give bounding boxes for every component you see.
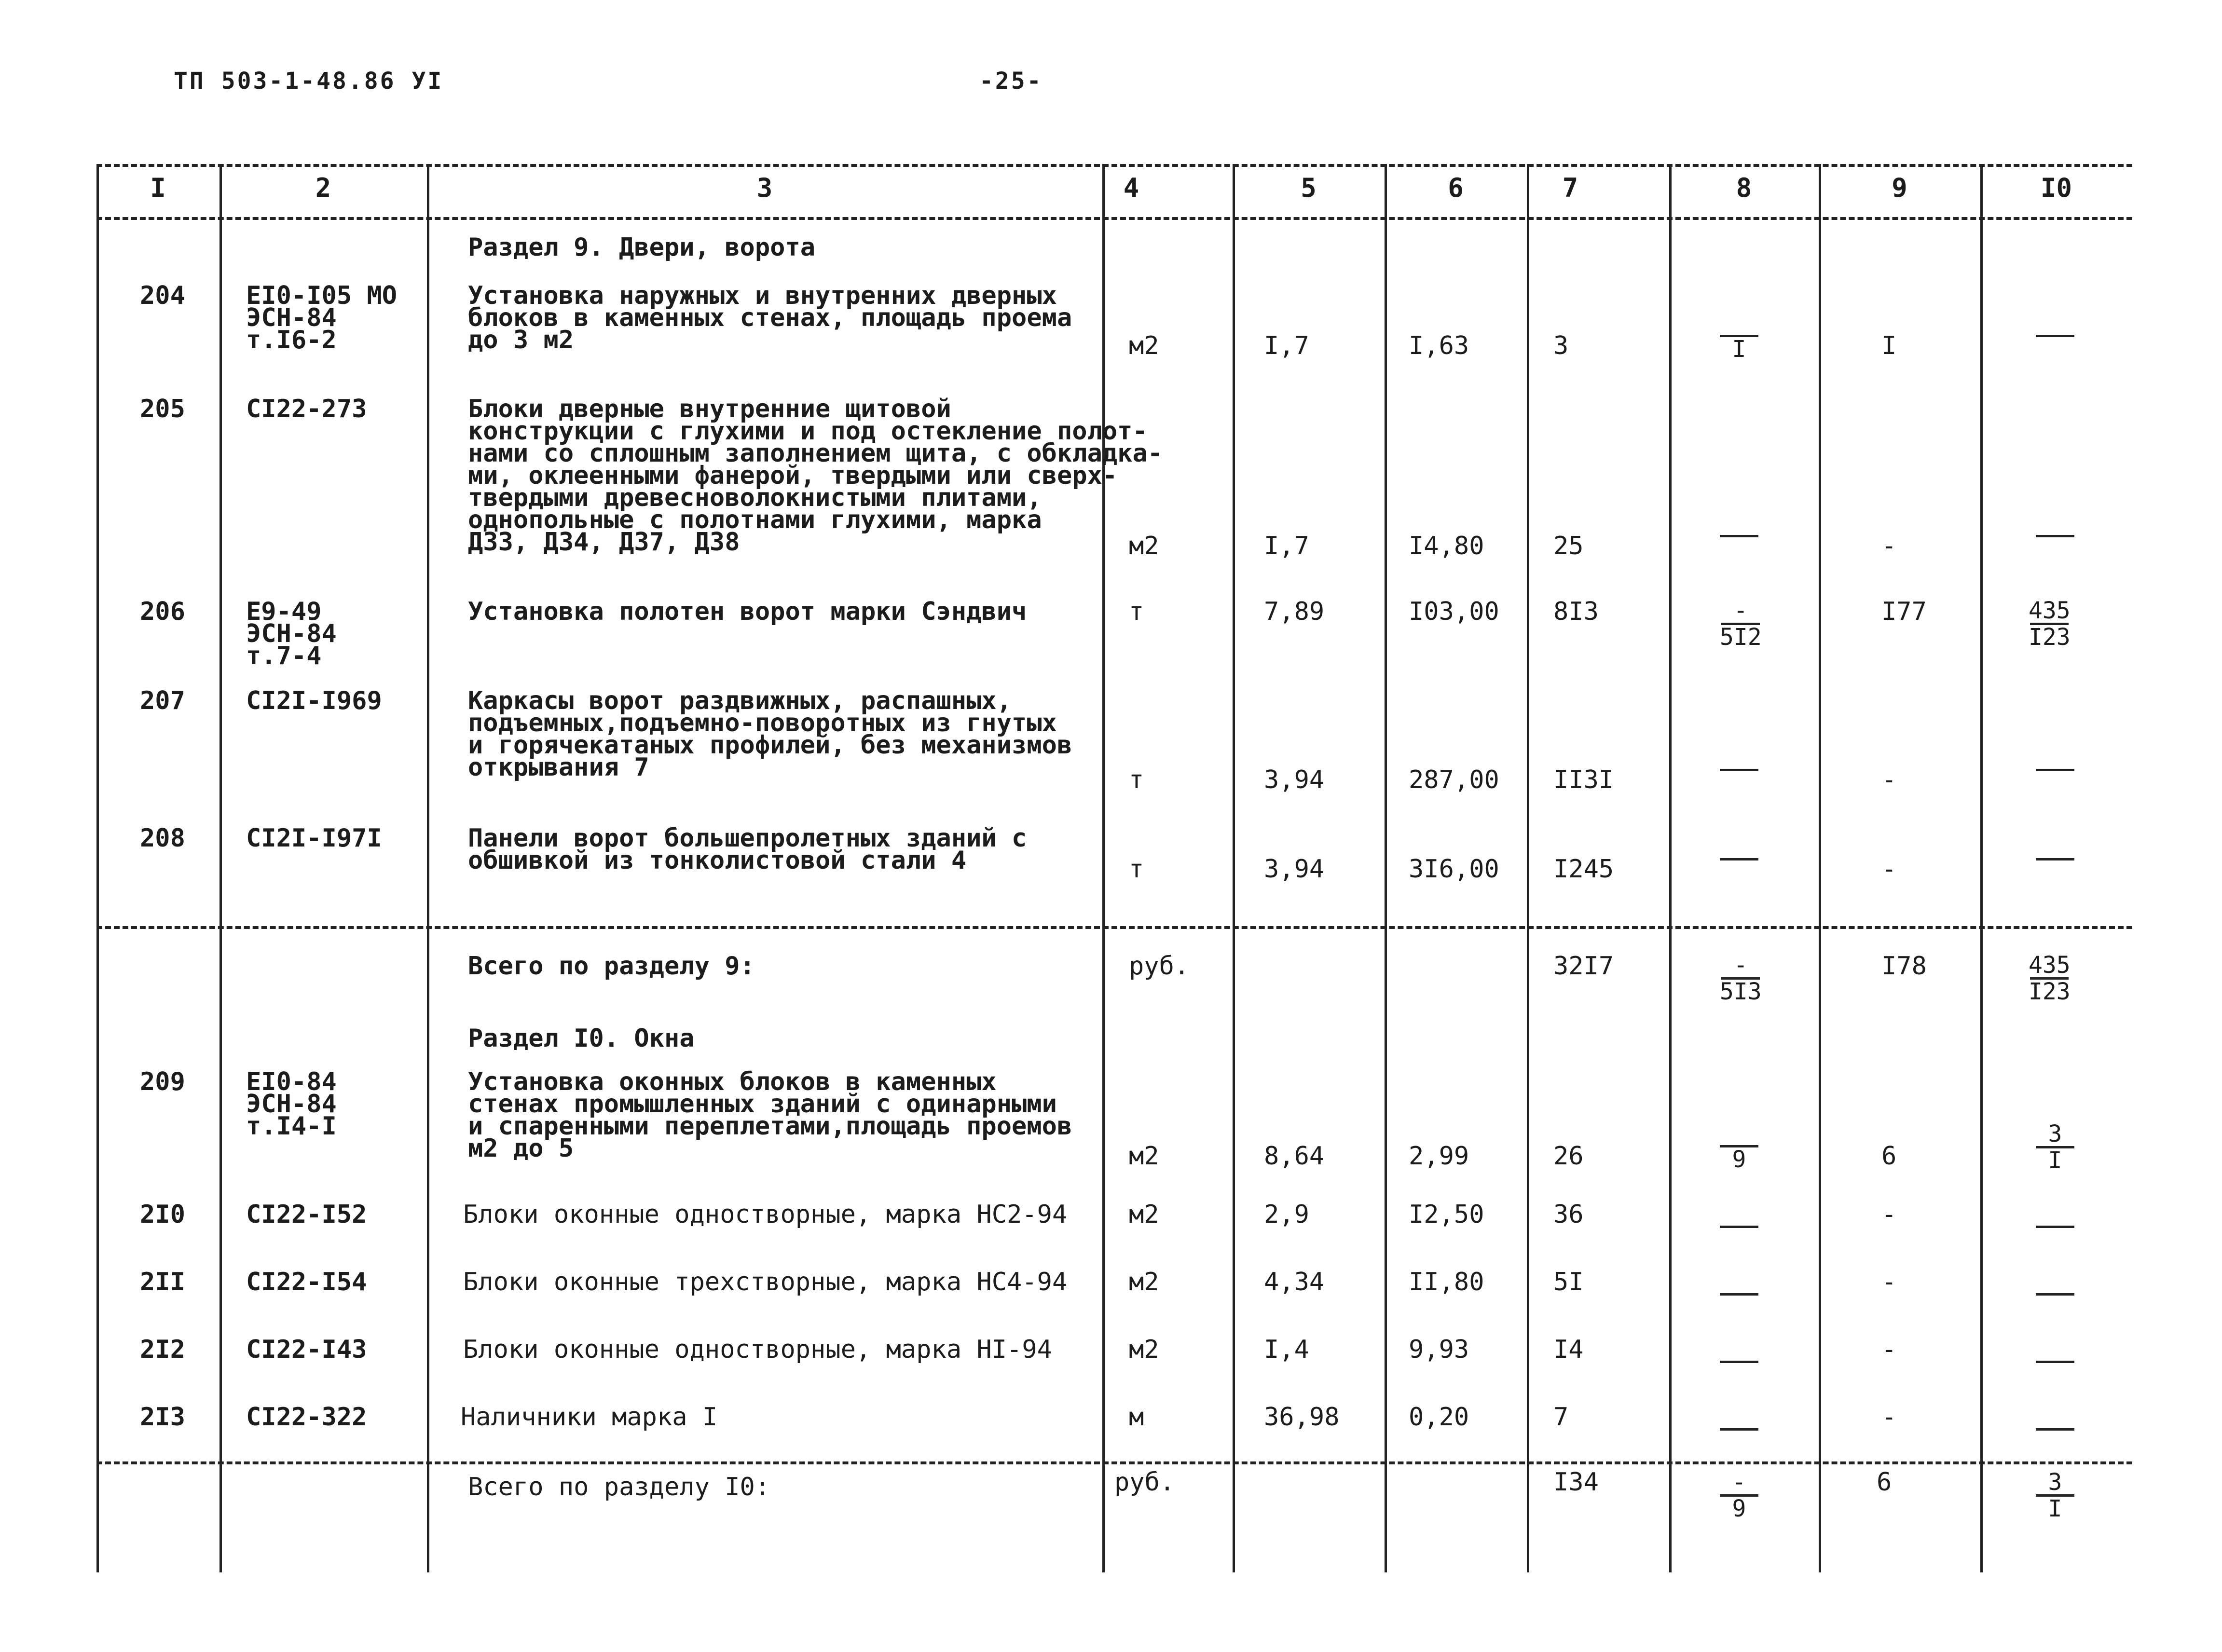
row-number: 2I0 xyxy=(140,1200,185,1229)
wages-fraction xyxy=(1720,747,1758,793)
row-number: 2II xyxy=(140,1268,185,1297)
section-total-row xyxy=(96,952,2132,1013)
wages-fraction: - 5I2 xyxy=(1720,597,1762,651)
row-number: 2I3 xyxy=(140,1403,185,1432)
column-header-3: 3 xyxy=(756,173,773,203)
page-number: -25- xyxy=(979,68,1043,95)
wages-fraction xyxy=(1720,513,1758,560)
section10-total-separator xyxy=(96,1461,2132,1464)
unit: т xyxy=(1129,855,1144,884)
work-description: Установка наружных и внутренних дверных блоков в каменных стенах, площадь проема до 3 м2 xyxy=(468,281,1072,355)
table-row xyxy=(96,281,2132,363)
unit: м2 xyxy=(1129,532,1159,560)
work-description: Каркасы ворот раздвижных, распашных, подъемных,подъемно-поворотных из гнутых и горячекатаных профилей, без механизмов открывания 7 xyxy=(468,686,1072,782)
total-cost: I245 xyxy=(1553,855,1614,884)
row-number: 207 xyxy=(140,686,185,715)
overhead-fraction: 435 I23 xyxy=(2029,597,2071,651)
overhead-fraction xyxy=(2036,836,2074,883)
work-description: Блоки дверные внутренние щитовой конструкции с глухими и под остекление полот- нами со сплошным заполнением щита, с обкладка- ми, оклеенными фанерой, твердыми или сверх- твердыми древесноволокнистыми плитами, однопольные с полотнами глухими, марка ДЗЗ, ДЗ4, ДЗ7, ДЗ8 xyxy=(468,395,1163,557)
table-row xyxy=(96,824,2132,884)
total-cost: 5I xyxy=(1553,1268,1584,1297)
machine-cost: I xyxy=(1881,331,1897,360)
unit-price: 287,00 xyxy=(1409,765,1499,794)
overhead-fraction xyxy=(2036,1271,2074,1318)
price-code: CI2I-I97I xyxy=(246,824,382,853)
work-description: Блоки оконные трехстворные, марка НС4-94 xyxy=(463,1268,1068,1297)
quantity: I,4 xyxy=(1264,1335,1309,1364)
section-title: Раздел I0. Окна xyxy=(468,1024,695,1053)
unit: т xyxy=(1129,597,1144,626)
quantity: I,7 xyxy=(1264,331,1309,360)
section9-total-separator xyxy=(96,926,2132,929)
table-top-border xyxy=(96,164,2132,167)
row-number: 209 xyxy=(140,1067,185,1096)
column-header-10: I0 xyxy=(2040,173,2072,203)
unit: м2 xyxy=(1129,1142,1159,1171)
wages-fraction xyxy=(1720,1271,1758,1318)
work-description: Панели ворот большепролетных зданий с обшивкой из тонколистовой стали 4 xyxy=(468,824,1027,875)
unit-price: I,63 xyxy=(1409,331,1469,360)
unit-price: I4,80 xyxy=(1409,532,1484,560)
overhead-fraction xyxy=(2036,747,2074,793)
work-description: Блоки оконные одностворные, марка НС2-94 xyxy=(463,1200,1068,1229)
unit-price: II,80 xyxy=(1409,1268,1484,1297)
unit-price: 0,20 xyxy=(1409,1403,1469,1432)
price-code: CI2I-I969 xyxy=(246,686,382,715)
price-code: CI22-322 xyxy=(246,1403,367,1432)
unit: м2 xyxy=(1129,331,1159,360)
quantity: 3,94 xyxy=(1264,855,1325,884)
machine-cost: 6 xyxy=(1881,1142,1897,1171)
row-number: 2I2 xyxy=(140,1335,185,1364)
overhead-fraction xyxy=(2036,513,2074,560)
price-code: CI22-273 xyxy=(246,395,367,423)
section-title: Раздел 9. Двери, ворота xyxy=(468,233,816,262)
overhead-fraction xyxy=(2036,1203,2074,1250)
machine-cost: - xyxy=(1881,1268,1897,1297)
quantity: 8,64 xyxy=(1264,1142,1325,1171)
wages-fraction xyxy=(1720,836,1758,883)
wages-fraction: I xyxy=(1720,313,1758,360)
overhead-fraction: 3 I xyxy=(2036,1471,2074,1520)
overhead-fraction xyxy=(2036,313,2074,359)
unit-price: I2,50 xyxy=(1409,1200,1484,1229)
total-cost: 32I7 xyxy=(1553,952,1614,981)
section-total-row xyxy=(96,1468,2132,1534)
row-number: 204 xyxy=(140,281,185,310)
section-total-label: Всего по разделу 9: xyxy=(468,952,755,981)
wages-fraction xyxy=(1720,1338,1758,1385)
unit: т xyxy=(1129,765,1144,794)
table-row xyxy=(96,1067,2132,1174)
unit: м2 xyxy=(1129,1335,1159,1364)
unit-price: I03,00 xyxy=(1409,597,1499,626)
total-cost: 25 xyxy=(1553,532,1584,560)
machine-cost: - xyxy=(1881,1335,1897,1364)
overhead-fraction: 3 I xyxy=(2036,1123,2074,1172)
machine-cost: - xyxy=(1881,855,1897,884)
work-description: Установка оконных блоков в каменных стенах промышленных зданий с одинарными и спаренными переплетами,площадь проемов м2 до 5 xyxy=(468,1067,1072,1163)
table-row xyxy=(96,1403,2132,1454)
total-cost: 3 xyxy=(1553,331,1569,360)
machine-cost: - xyxy=(1881,532,1897,560)
quantity: 3,94 xyxy=(1264,765,1325,794)
work-description: Блоки оконные одностворные, марка НI-94 xyxy=(463,1335,1052,1364)
quantity: I,7 xyxy=(1264,532,1309,560)
price-code: E9-49 ЭСН-84 т.7-4 xyxy=(246,597,337,670)
machine-cost: - xyxy=(1881,1200,1897,1229)
table-row xyxy=(96,395,2132,560)
column-header-5: 5 xyxy=(1301,173,1317,203)
overhead-fraction: 435 I23 xyxy=(2029,952,2071,1005)
machine-cost: I78 xyxy=(1881,952,1927,981)
row-number: 208 xyxy=(140,824,185,853)
wages-fraction xyxy=(1720,1203,1758,1250)
quantity: 7,89 xyxy=(1264,597,1325,626)
column-header-2: 2 xyxy=(315,173,331,203)
machine-cost: - xyxy=(1881,765,1897,794)
total-cost: 8I3 xyxy=(1553,597,1599,626)
table-row xyxy=(96,1200,2132,1256)
section-total-label: Всего по разделу I0: xyxy=(468,1473,770,1502)
table-row xyxy=(96,1268,2132,1324)
price-code: CI22-I52 xyxy=(246,1200,367,1229)
unit: м2 xyxy=(1129,1268,1159,1297)
quantity: 36,98 xyxy=(1264,1403,1340,1432)
column-header-4: 4 xyxy=(1123,173,1139,203)
total-cost: 36 xyxy=(1553,1200,1584,1229)
unit: руб. xyxy=(1129,952,1190,981)
total-cost: 7 xyxy=(1553,1403,1569,1432)
price-code: CI22-I43 xyxy=(246,1335,367,1364)
wages-fraction: 9 xyxy=(1720,1123,1758,1171)
column-header-8: 8 xyxy=(1736,173,1752,203)
price-code: EI0-I05 MO ЭСН-84 т.I6-2 xyxy=(246,281,398,355)
wages-fraction xyxy=(1720,1406,1758,1453)
overhead-fraction xyxy=(2036,1338,2074,1385)
unit: м xyxy=(1129,1403,1144,1432)
price-code: EI0-84 ЭСН-84 т.I4-I xyxy=(246,1067,337,1141)
unit: м2 xyxy=(1129,1200,1159,1229)
total-cost: I4 xyxy=(1553,1335,1584,1364)
column-header-7: 7 xyxy=(1562,173,1578,203)
estimate-table xyxy=(96,164,2132,1572)
table-row xyxy=(96,1335,2132,1392)
wages-fraction: - 5I3 xyxy=(1720,952,1762,1005)
wages-fraction: - 9 xyxy=(1720,1471,1758,1520)
unit-price: 2,99 xyxy=(1409,1142,1469,1171)
row-number: 206 xyxy=(140,597,185,626)
unit-price: 9,93 xyxy=(1409,1335,1469,1364)
row-number: 205 xyxy=(140,395,185,423)
column-header-1: I xyxy=(150,173,166,203)
table-row xyxy=(96,597,2132,673)
column-header-9: 9 xyxy=(1892,173,1907,203)
work-description: Установка полотен ворот марки Сэндвич xyxy=(468,597,1027,626)
total-cost: II3I xyxy=(1553,765,1614,794)
table-row xyxy=(96,686,2132,794)
machine-cost: 6 xyxy=(1877,1468,1892,1497)
machine-cost: - xyxy=(1881,1403,1897,1432)
total-cost: I34 xyxy=(1553,1468,1599,1497)
work-description: Наличники марка I xyxy=(461,1403,718,1432)
unit-price: 3I6,00 xyxy=(1409,855,1499,884)
quantity: 2,9 xyxy=(1264,1200,1309,1229)
total-cost: 26 xyxy=(1553,1142,1584,1171)
overhead-fraction xyxy=(2036,1406,2074,1453)
price-code: CI22-I54 xyxy=(246,1268,367,1297)
header-separator xyxy=(96,217,2132,220)
document-code: ТП 503-1-48.86 УI xyxy=(174,68,444,95)
unit: руб. xyxy=(1114,1468,1175,1497)
quantity: 4,34 xyxy=(1264,1268,1325,1297)
column-header-6: 6 xyxy=(1448,173,1464,203)
machine-cost: I77 xyxy=(1881,597,1927,626)
